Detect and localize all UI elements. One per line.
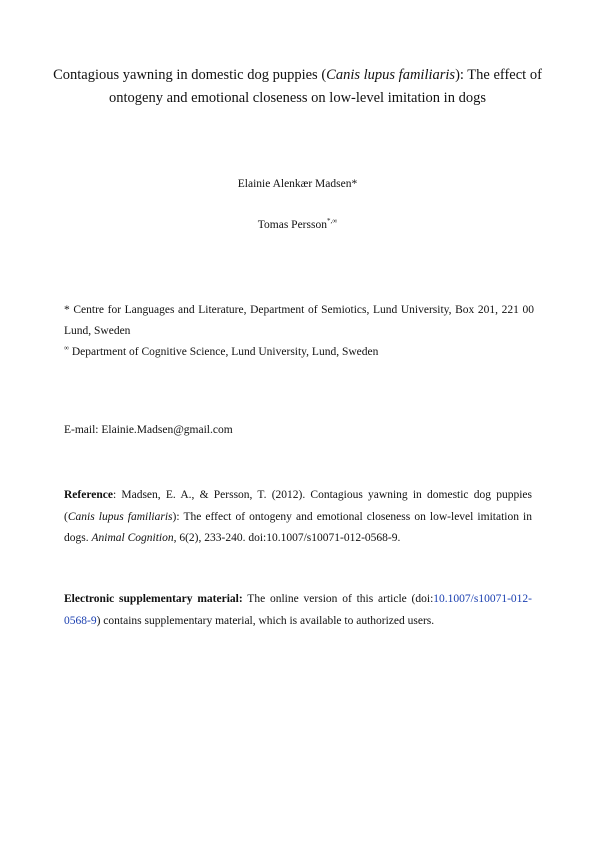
reference-species: Canis lupus familiaris <box>67 510 173 523</box>
author-second-marks: *,∞ <box>326 217 338 226</box>
affiliation-second <box>64 342 534 363</box>
contact-email: E-mail: Elainie.Madsen@gmail.com <box>64 424 233 436</box>
reference-journal: Animal Cognition <box>91 532 174 544</box>
author-first: Elainie Alenkær Madsen* <box>237 178 358 190</box>
paper-title <box>40 64 555 110</box>
reference-paragraph <box>64 485 532 550</box>
reference-text-3: , 6(2), 233-240. doi:10.1007/s10071-012-0568-9. <box>173 532 401 544</box>
reference-text-2: ): The effect of ontogeny and emotional closeness on low-level imitation in dogs. <box>64 510 532 544</box>
supplementary-text-1: The online version of this article (doi: <box>242 593 434 605</box>
doi-link[interactable]: 10.1007/s10071-012-0568-9 <box>64 593 532 627</box>
supplementary-paragraph <box>64 589 532 632</box>
title-species: Canis lupus familiaris <box>326 67 456 83</box>
title-prefix: Contagious yawning in domestic dog puppies ( <box>53 67 327 83</box>
reference-label: Reference <box>64 489 113 501</box>
supplementary-label: Electronic supplementary material: <box>64 593 243 605</box>
title-suffix: ): The effect of ontogeny and emotional closeness on low-level imitation in dogs <box>109 67 542 106</box>
supplementary-text-2: ) contains supplementary material, which is available to authorized users. <box>96 614 435 627</box>
reference-text-1: : Madsen, E. A., & Persson, T. (2012). Contagious yawning in domestic dog puppies ( <box>64 489 532 523</box>
affiliation-second-text: Department of Cognitive Science, Lund University, Lund, Sweden <box>69 346 379 358</box>
affiliation-first: * Centre for Languages and Literature, Department of Semiotics, Lund University, Box 201, 221 00 Lund, Sweden <box>64 304 534 337</box>
author-second-name: Tomas Persson <box>257 219 327 231</box>
affiliation-second-mark: ∞ <box>64 344 69 353</box>
author-second <box>0 219 595 231</box>
